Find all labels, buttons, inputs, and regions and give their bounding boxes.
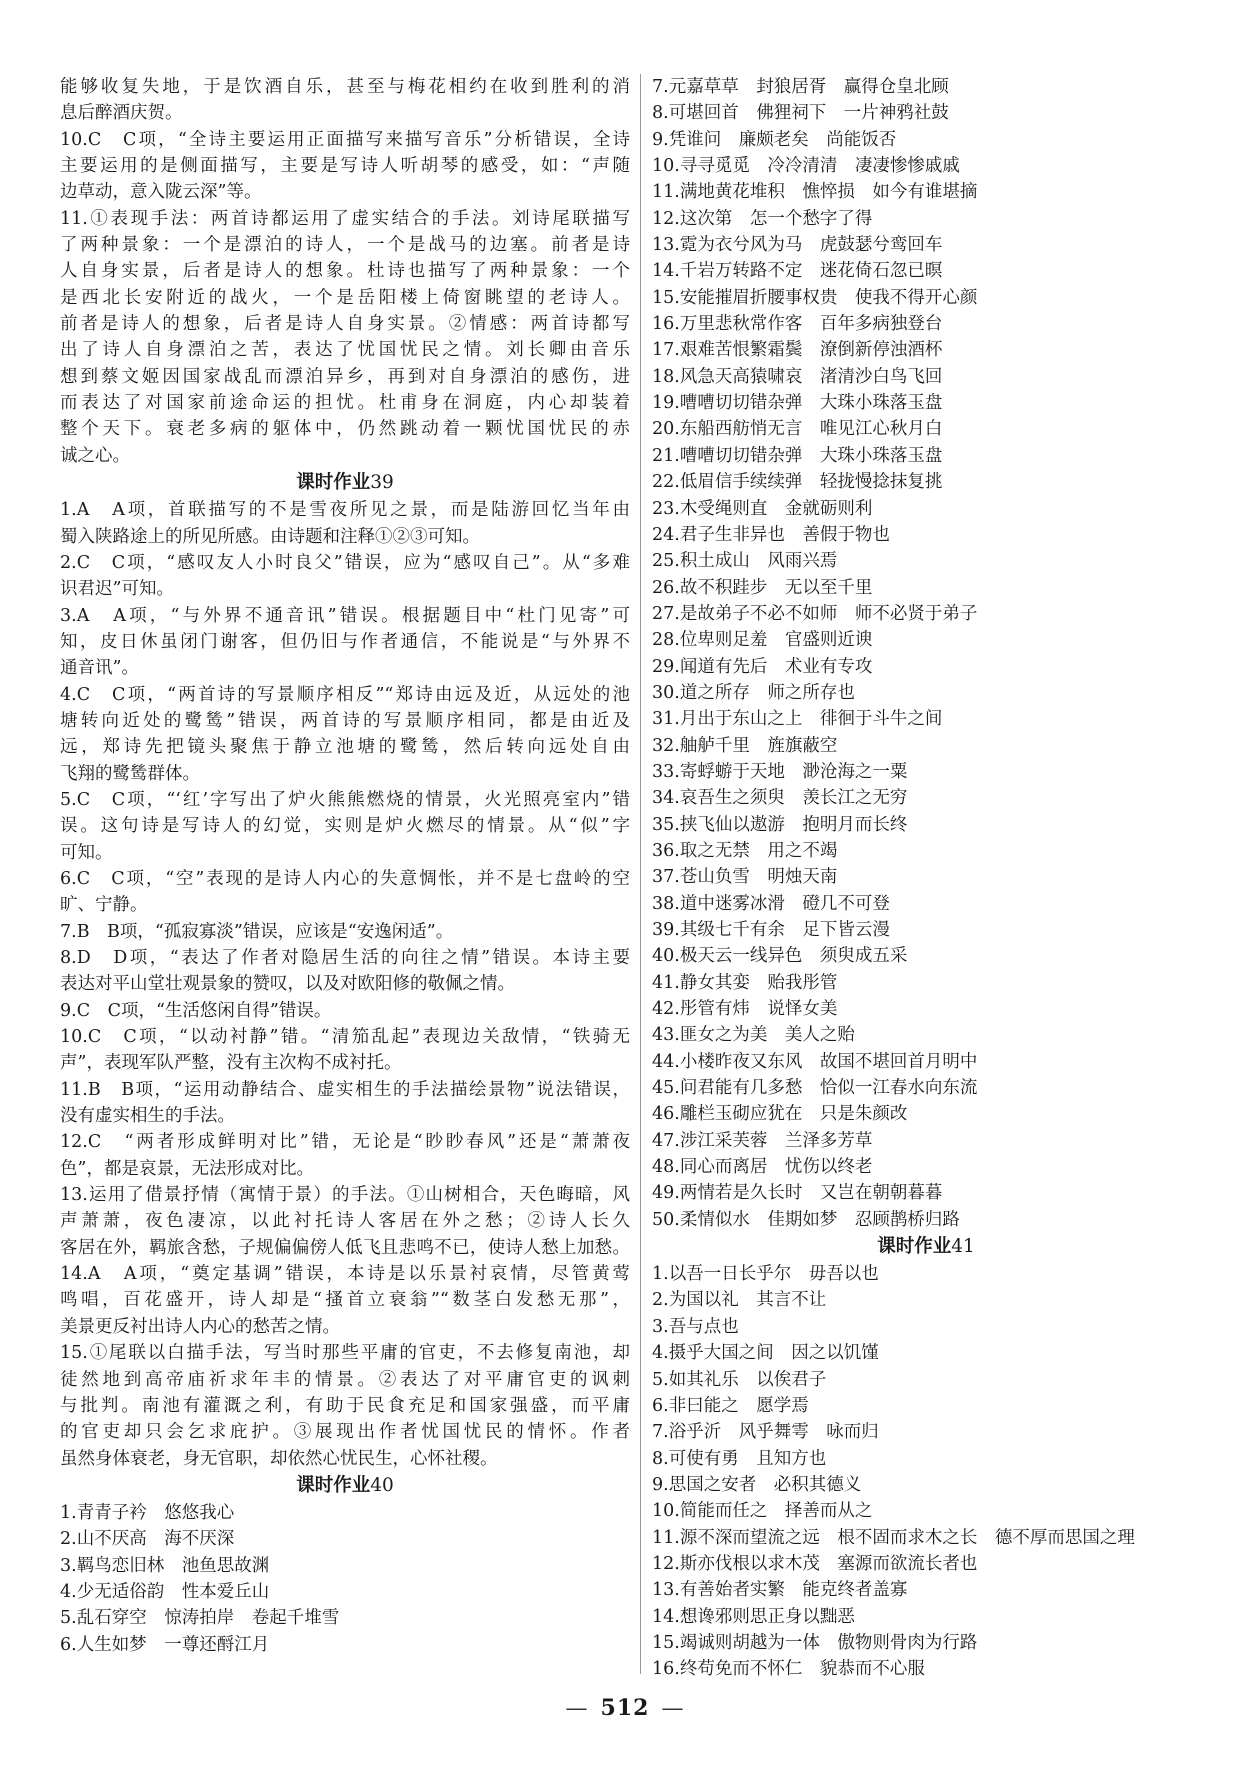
answer-line: 11.①表现手法：两首诗都运用了虚实结合的手法。刘诗尾联描写 <box>60 208 630 229</box>
answer-line: 5.乱石穿空 惊涛拍岸 卷起千堆雪 <box>60 1608 340 1629</box>
answer-line: 人自身实景，后者是诗人的想象。杜诗也描写了两种景象：一个 <box>60 261 630 282</box>
answer-line: 美景更反衬出诗人内心的愁苦之情。 <box>60 1316 340 1337</box>
answer-line: 23.木受绳则直 金就砺则利 <box>652 498 873 519</box>
answer-line: 3.A A项，“与外界不通音讯”错误。根据题目中“杜门见寄”可 <box>60 605 630 626</box>
answer-line: 前者是诗人的想象，后者是诗人自身实景。②情感：两首诗都写 <box>60 314 630 335</box>
answer-line: 整个天下。衰老多病的躯体中，仍然跳动着一颗忧国忧民的赤 <box>60 419 630 440</box>
answer-line: 43.匪女之为美 美人之贻 <box>652 1025 855 1046</box>
footer-dash-left: — <box>565 1696 589 1721</box>
answer-line: 9.思国之安者 必积其德义 <box>652 1474 862 1495</box>
answer-line: 41.静女其娈 贻我彤管 <box>652 972 838 993</box>
answer-line: 徒然地到高帝庙祈求年丰的情景。②表达了对平庸官吏的讽刺 <box>60 1369 630 1390</box>
answer-line: 而表达了对国家前途命运的担忧。杜甫身在洞庭，内心却装着 <box>60 393 630 414</box>
answer-line: 4.C C项，“两首诗的写景顺序相反”“郑诗由远及近，从远处的池 <box>60 684 630 705</box>
section-heading-number: 39 <box>370 472 394 494</box>
section-heading-number: 40 <box>370 1474 394 1496</box>
answer-line: 44.小楼昨夜又东风 故国不堪回首月明中 <box>652 1051 978 1072</box>
answer-line: 16.终苟免而不怀仁 貌恭而不心服 <box>652 1659 925 1680</box>
section-heading-number: 41 <box>951 1236 975 1258</box>
answer-line: 50.柔情似水 佳期如梦 忍顾鹊桥归路 <box>652 1209 960 1230</box>
answer-line: 10.简能而任之 择善而从之 <box>652 1501 873 1522</box>
answer-line: 24.君子生非异也 善假于物也 <box>652 524 890 545</box>
answer-line: 4.少无适俗韵 性本爱丘山 <box>60 1581 270 1602</box>
answer-line: 11.满地黄花堆积 憔悴损 如今有谁堪摘 <box>652 182 978 203</box>
answer-line: 4.摄乎大国之间 因之以饥馑 <box>652 1343 879 1364</box>
answer-line: 38.道中迷雾冰滑 磴几不可登 <box>652 893 890 914</box>
section-heading <box>652 1233 1200 1261</box>
answer-line: 9.C C项，“生活悠闲自得”错误。 <box>60 1000 332 1021</box>
answer-line: 边草动，意入陇云深”等。 <box>60 182 262 203</box>
answer-line: 49.两情若是久长时 又岂在朝朝暮暮 <box>652 1183 943 1204</box>
answer-line: 27.是故弟子不必不如师 师不必贤于弟子 <box>652 603 978 624</box>
answer-line: 可知。 <box>60 842 113 863</box>
answer-line: 能够收复失地，于是饮酒自乐，甚至与梅花相约在收到胜利的消 <box>60 77 630 97</box>
answer-line: 14.千岩万转路不定 迷花倚石忽已暝 <box>652 261 943 282</box>
answer-line: 31.月出于东山之上 徘徊于斗牛之间 <box>652 709 943 730</box>
answer-line: 14.想谗邪则思正身以黜恶 <box>652 1606 855 1627</box>
answer-line: 14.A A项，“奠定基调”错误，本诗是以乐景衬哀情，尽管黄莺 <box>60 1264 630 1285</box>
answer-line: 是西北长安附近的战火，一个是岳阳楼上倚窗眺望的老诗人。 <box>60 287 630 308</box>
answer-line: 6.非曰能之 愿学焉 <box>652 1395 809 1416</box>
answer-line: 12.这次第 怎一个愁字了得 <box>652 208 873 229</box>
footer-dash-right: — <box>661 1696 685 1721</box>
answer-line: 26.故不积跬步 无以至千里 <box>652 577 873 598</box>
answer-line: 通音讯”。 <box>60 658 139 679</box>
answer-line: 7.元嘉草草 封狼居胥 赢得仓皇北顾 <box>652 77 949 97</box>
answer-line: 10.寻寻觅觅 冷冷清清 凄凄惨惨戚戚 <box>652 156 960 177</box>
answer-line: 9.凭谁问 廉颇老矣 尚能饭否 <box>652 129 897 150</box>
answer-line: 客居在外，羁旅含愁，子规偏偏傍人低飞且悲鸣不已，使诗人愁上加愁。 <box>60 1237 630 1258</box>
answer-line: 想到蔡文姬因国家战乱而漂泊异乡，再到对自身漂泊的感伤，进 <box>60 366 630 387</box>
answer-line: 色”，都是哀景，无法形成对比。 <box>60 1158 314 1179</box>
answer-line: 旷、宁静。 <box>60 895 148 916</box>
answer-line: 3.吾与点也 <box>652 1316 739 1337</box>
section-heading <box>60 469 630 497</box>
answer-line: 20.东船西舫悄无言 唯见江心秋月白 <box>652 419 943 440</box>
answer-line: 48.同心而离居 忧伤以终老 <box>652 1157 873 1178</box>
answer-line: 12.C “两者形成鲜明对比”错，无论是“眇眇春风”还是“萧萧夜 <box>60 1132 630 1153</box>
answer-line: 声”，表现军队严整，没有主次构不成衬托。 <box>60 1053 402 1074</box>
answer-line: 2.C C项，“感叹友人小时良父”错误，应为“感叹自己”。从“多难 <box>60 552 630 573</box>
answer-line: 7.B B项，“孤寂寡淡”错误，应该是“安逸闲适”。 <box>60 921 454 942</box>
answer-line: 34.哀吾生之须臾 羡长江之无穷 <box>652 788 908 809</box>
answer-line: 45.问君能有几多愁 恰似一江春水向东流 <box>652 1078 978 1099</box>
answer-line: 1.A A项，首联描写的不是雪夜所见之景，而是陆游回忆当年由 <box>60 500 630 521</box>
answer-line: 33.寄蜉蝣于天地 渺沧海之一粟 <box>652 761 908 782</box>
answer-line: 蜀入陕路途上的所见所感。由诗题和注释①②③可知。 <box>60 526 480 547</box>
answer-line: 22.低眉信手续续弹 轻拢慢捻抹复挑 <box>652 472 943 493</box>
answer-line: 5.如其礼乐 以俟君子 <box>652 1369 827 1390</box>
answer-line: 15.安能摧眉折腰事权贵 使我不得开心颜 <box>652 287 978 308</box>
answer-line: 1.以吾一日长乎尔 毋吾以也 <box>652 1264 879 1285</box>
answer-line: 1.青青子衿 悠悠我心 <box>60 1502 235 1523</box>
answer-line: 6.C C项，“空”表现的是诗人内心的失意惆怅，并不是七盘岭的空 <box>60 868 630 889</box>
answer-line: 29.闻道有先后 术业有专攻 <box>652 656 873 677</box>
answer-line: 虽然身体衰老，身无官职，却依然心忧民生，心怀社稷。 <box>60 1448 498 1469</box>
answer-line: 11.B B项，“运用动静结合、虚实相生的手法描绘景物”说法错误， <box>60 1079 630 1100</box>
page-footer <box>0 1695 1250 1721</box>
right-column <box>652 74 1200 1683</box>
answer-line: 17.艰难苦恨繁霜鬓 潦倒新停浊酒杯 <box>652 340 943 361</box>
answer-line: 10.C C项，“以动衬静”错。“清笳乱起”表现边关敌情，“铁骑无 <box>60 1027 630 1048</box>
answer-line: 28.位卑则足羞 官盛则近谀 <box>652 630 873 651</box>
answer-page <box>60 74 1200 1680</box>
left-column <box>60 74 630 1658</box>
answer-line: 7.浴乎沂 风乎舞雩 咏而归 <box>652 1422 879 1443</box>
answer-line: 3.羁鸟恋旧林 池鱼思故渊 <box>60 1555 270 1576</box>
answer-line: 识君迟”可知。 <box>60 579 174 600</box>
answer-line: 13.霓为衣兮风为马 虎鼓瑟兮鸾回车 <box>652 235 943 256</box>
answer-line: 飞翔的鹭鸶群体。 <box>60 763 200 784</box>
answer-line: 15.竭诚则胡越为一体 傲物则骨肉为行路 <box>652 1632 978 1653</box>
answer-line: 鸣唱，百花盛开，诗人却是“搔首立衰翁”“数茎白发愁无那”， <box>60 1290 630 1311</box>
answer-line: 47.涉江采芙蓉 兰泽多芳草 <box>652 1130 873 1151</box>
answer-line: 19.嘈嘈切切错杂弹 大珠小珠落玉盘 <box>652 393 943 414</box>
answer-line: 出了诗人自身漂泊之苦，表达了忧国忧民之情。刘长卿由音乐 <box>60 340 630 361</box>
answer-line: 塘转向近处的鹭鸶”错误，两首诗的写景顺序相同，都是由近及 <box>60 710 630 731</box>
answer-line: 37.苍山负雪 明烛天南 <box>652 867 838 888</box>
answer-line: 32.舳舻千里 旌旗蔽空 <box>652 735 838 756</box>
answer-line: 11.源不深而望流之远 根不固而求木之长 德不厚而思国之理 <box>652 1527 1135 1548</box>
answer-line: 远，郑诗先把镜头聚焦于静立池塘的鹭鸶，然后转向远处自由 <box>60 737 630 758</box>
answer-line: 8.可堪回首 佛狸祠下 一片神鸦社鼓 <box>652 103 949 124</box>
answer-line: 知，皮日休虽闭门谢客，但仍旧与作者通信，不能说是“与外界不 <box>60 631 630 652</box>
answer-line: 35.挟飞仙以遨游 抱明月而长终 <box>652 814 908 835</box>
answer-line: 没有虚实相生的手法。 <box>60 1106 235 1127</box>
answer-line: 了两种景象：一个是漂泊的诗人，一个是战马的边塞。前者是诗 <box>60 235 630 256</box>
answer-line: 18.风急天高猿啸哀 渚清沙白鸟飞回 <box>652 366 943 387</box>
answer-line: 39.其级七千有余 足下皆云漫 <box>652 920 890 940</box>
answer-line: 21.嘈嘈切切错杂弹 大珠小珠落玉盘 <box>652 445 943 466</box>
answer-line: 诚之心。 <box>60 445 130 466</box>
answer-line: 声萧萧，夜色凄凉，以此衬托诗人客居在外之愁；②诗人长久 <box>60 1211 630 1232</box>
section-heading-label: 课时作业 <box>296 1474 371 1496</box>
answer-line: 2.山不厌高 海不厌深 <box>60 1529 235 1550</box>
answer-line: 13.有善始者实繁 能克终者盖寡 <box>652 1580 908 1601</box>
answer-line: 8.可使有勇 且知方也 <box>652 1448 827 1469</box>
section-heading <box>60 1472 630 1500</box>
answer-line: 16.万里悲秋常作客 百年多病独登台 <box>652 314 943 335</box>
answer-line: 5.C C项，“‘红’字写出了炉火熊熊燃烧的情景，火光照亮室内”错 <box>60 789 630 810</box>
answer-line: 表达对平山堂壮观景象的赞叹，以及对欧阳修的敬佩之情。 <box>60 974 515 995</box>
answer-line: 2.为国以礼 其言不让 <box>652 1290 827 1311</box>
section-heading-label: 课时作业 <box>296 472 371 494</box>
section-heading-label: 课时作业 <box>877 1236 952 1258</box>
page-number: 512 <box>600 1695 650 1721</box>
answer-line: 15.①尾联以白描手法，写当时那些平庸的官吏，不去修复南池，却 <box>60 1343 630 1364</box>
answer-line: 42.彤管有炜 说怿女美 <box>652 999 838 1020</box>
answer-line: 13.运用了借景抒情（寓情于景）的手法。①山树相合，天色晦暗，风 <box>60 1185 630 1206</box>
answer-line: 8.D D项，“表达了作者对隐居生活的向往之情”错误。本诗主要 <box>60 948 630 968</box>
answer-line: 12.斯亦伐根以求木茂 塞源而欲流长者也 <box>652 1553 978 1574</box>
column-divider <box>640 74 641 1674</box>
answer-line: 的官吏却只会乞求庇护。③展现出作者忧国忧民的情怀。作者 <box>60 1422 630 1443</box>
answer-line: 与批判。南池有灌溉之利，有助于民食充足和国家强盛，而平庸 <box>60 1395 630 1416</box>
answer-line: 40.极天云一线异色 须臾成五采 <box>652 946 908 967</box>
answer-line: 6.人生如梦 一尊还酹江月 <box>60 1634 270 1655</box>
answer-line: 10.C C项，“全诗主要运用正面描写来描写音乐”分析错误，全诗 <box>60 129 630 150</box>
answer-line: 46.雕栏玉砌应犹在 只是朱颜改 <box>652 1104 908 1125</box>
answer-line: 36.取之无禁 用之不竭 <box>652 840 838 861</box>
answer-line: 主要运用的是侧面描写，主要是写诗人听胡琴的感受，如：“声随 <box>60 156 630 177</box>
answer-line: 误。这句诗是写诗人的幻觉，实则是炉火燃尽的情景。从“似”字 <box>60 816 630 837</box>
answer-line: 息后醉酒庆贺。 <box>60 103 183 124</box>
answer-line: 30.道之所存 师之所存也 <box>652 682 855 703</box>
answer-line: 25.积土成山 风雨兴焉 <box>652 551 838 572</box>
